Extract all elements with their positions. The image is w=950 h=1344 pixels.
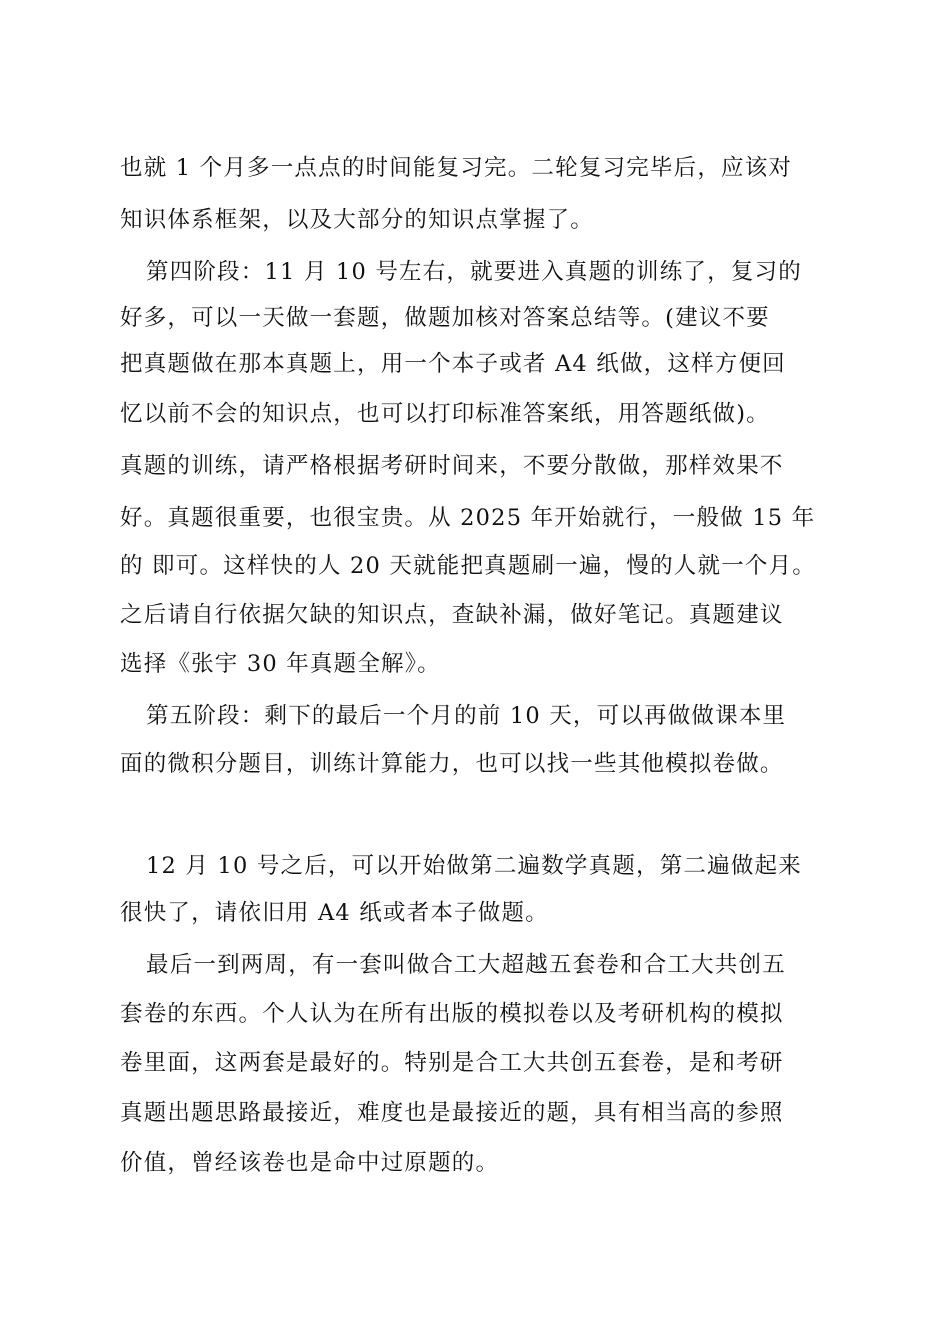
text-line: 选择《张宇 30 年真题全解》。: [120, 651, 441, 677]
text-line: 很快了，请依旧用 A4 纸或者本子做题。: [120, 900, 549, 926]
text-line: 第四阶段：11 月 10 号左右，就要进入真题的训练了，复习的: [146, 259, 802, 285]
text-line: 真题的训练，请严格根据考研时间来，不要分散做，那样效果不: [120, 453, 784, 479]
text-line: 之后请自行依据欠缺的知识点，查缺补漏，做好笔记。真题建议: [120, 602, 784, 628]
text-line: 价值，曾经该卷也是命中过原题的。: [120, 1150, 500, 1176]
text-line: 也就 1 个月多一点点的时间能复习完。二轮复习完毕后，应该对: [120, 155, 793, 181]
text-line: 把真题做在那本真题上，用一个本子或者 A4 纸做，这样方便回: [120, 351, 786, 377]
text-line: 套卷的东西。个人认为在所有出版的模拟卷以及考研机构的模拟: [120, 1001, 784, 1027]
text-line: 卷里面，这两套是最好的。特别是合工大共创五套卷，是和考研: [120, 1050, 784, 1076]
text-line: 最后一到两周，有一套叫做合工大超越五套卷和合工大共创五: [146, 952, 786, 978]
text-line: 好多，可以一天做一套题，做题加核对答案总结等。(建议不要: [120, 305, 770, 331]
text-line: 好。真题很重要，也很宝贵。从 2025 年开始就行，一般做 15 年: [120, 505, 816, 531]
text-line: 面的微积分题目，训练计算能力，也可以找一些其他模拟卷做。: [120, 751, 784, 777]
text-line: 忆以前不会的知识点，也可以打印标准答案纸，用答题纸做)。: [120, 401, 770, 427]
text-line: 第五阶段：剩下的最后一个月的前 10 天，可以再做做课本里: [146, 703, 787, 729]
text-line: 知识体系框架，以及大部分的知识点掌握了。: [120, 207, 595, 233]
text-line: 的 即可。这样快的人 20 天就能把真题刷一遍，慢的人就一个月。: [120, 553, 816, 579]
text-line: 真题出题思路最接近，难度也是最接近的题，具有相当高的参照: [120, 1100, 784, 1126]
text-line: 12 月 10 号之后，可以开始做第二遍数学真题，第二遍做起来: [146, 853, 802, 879]
